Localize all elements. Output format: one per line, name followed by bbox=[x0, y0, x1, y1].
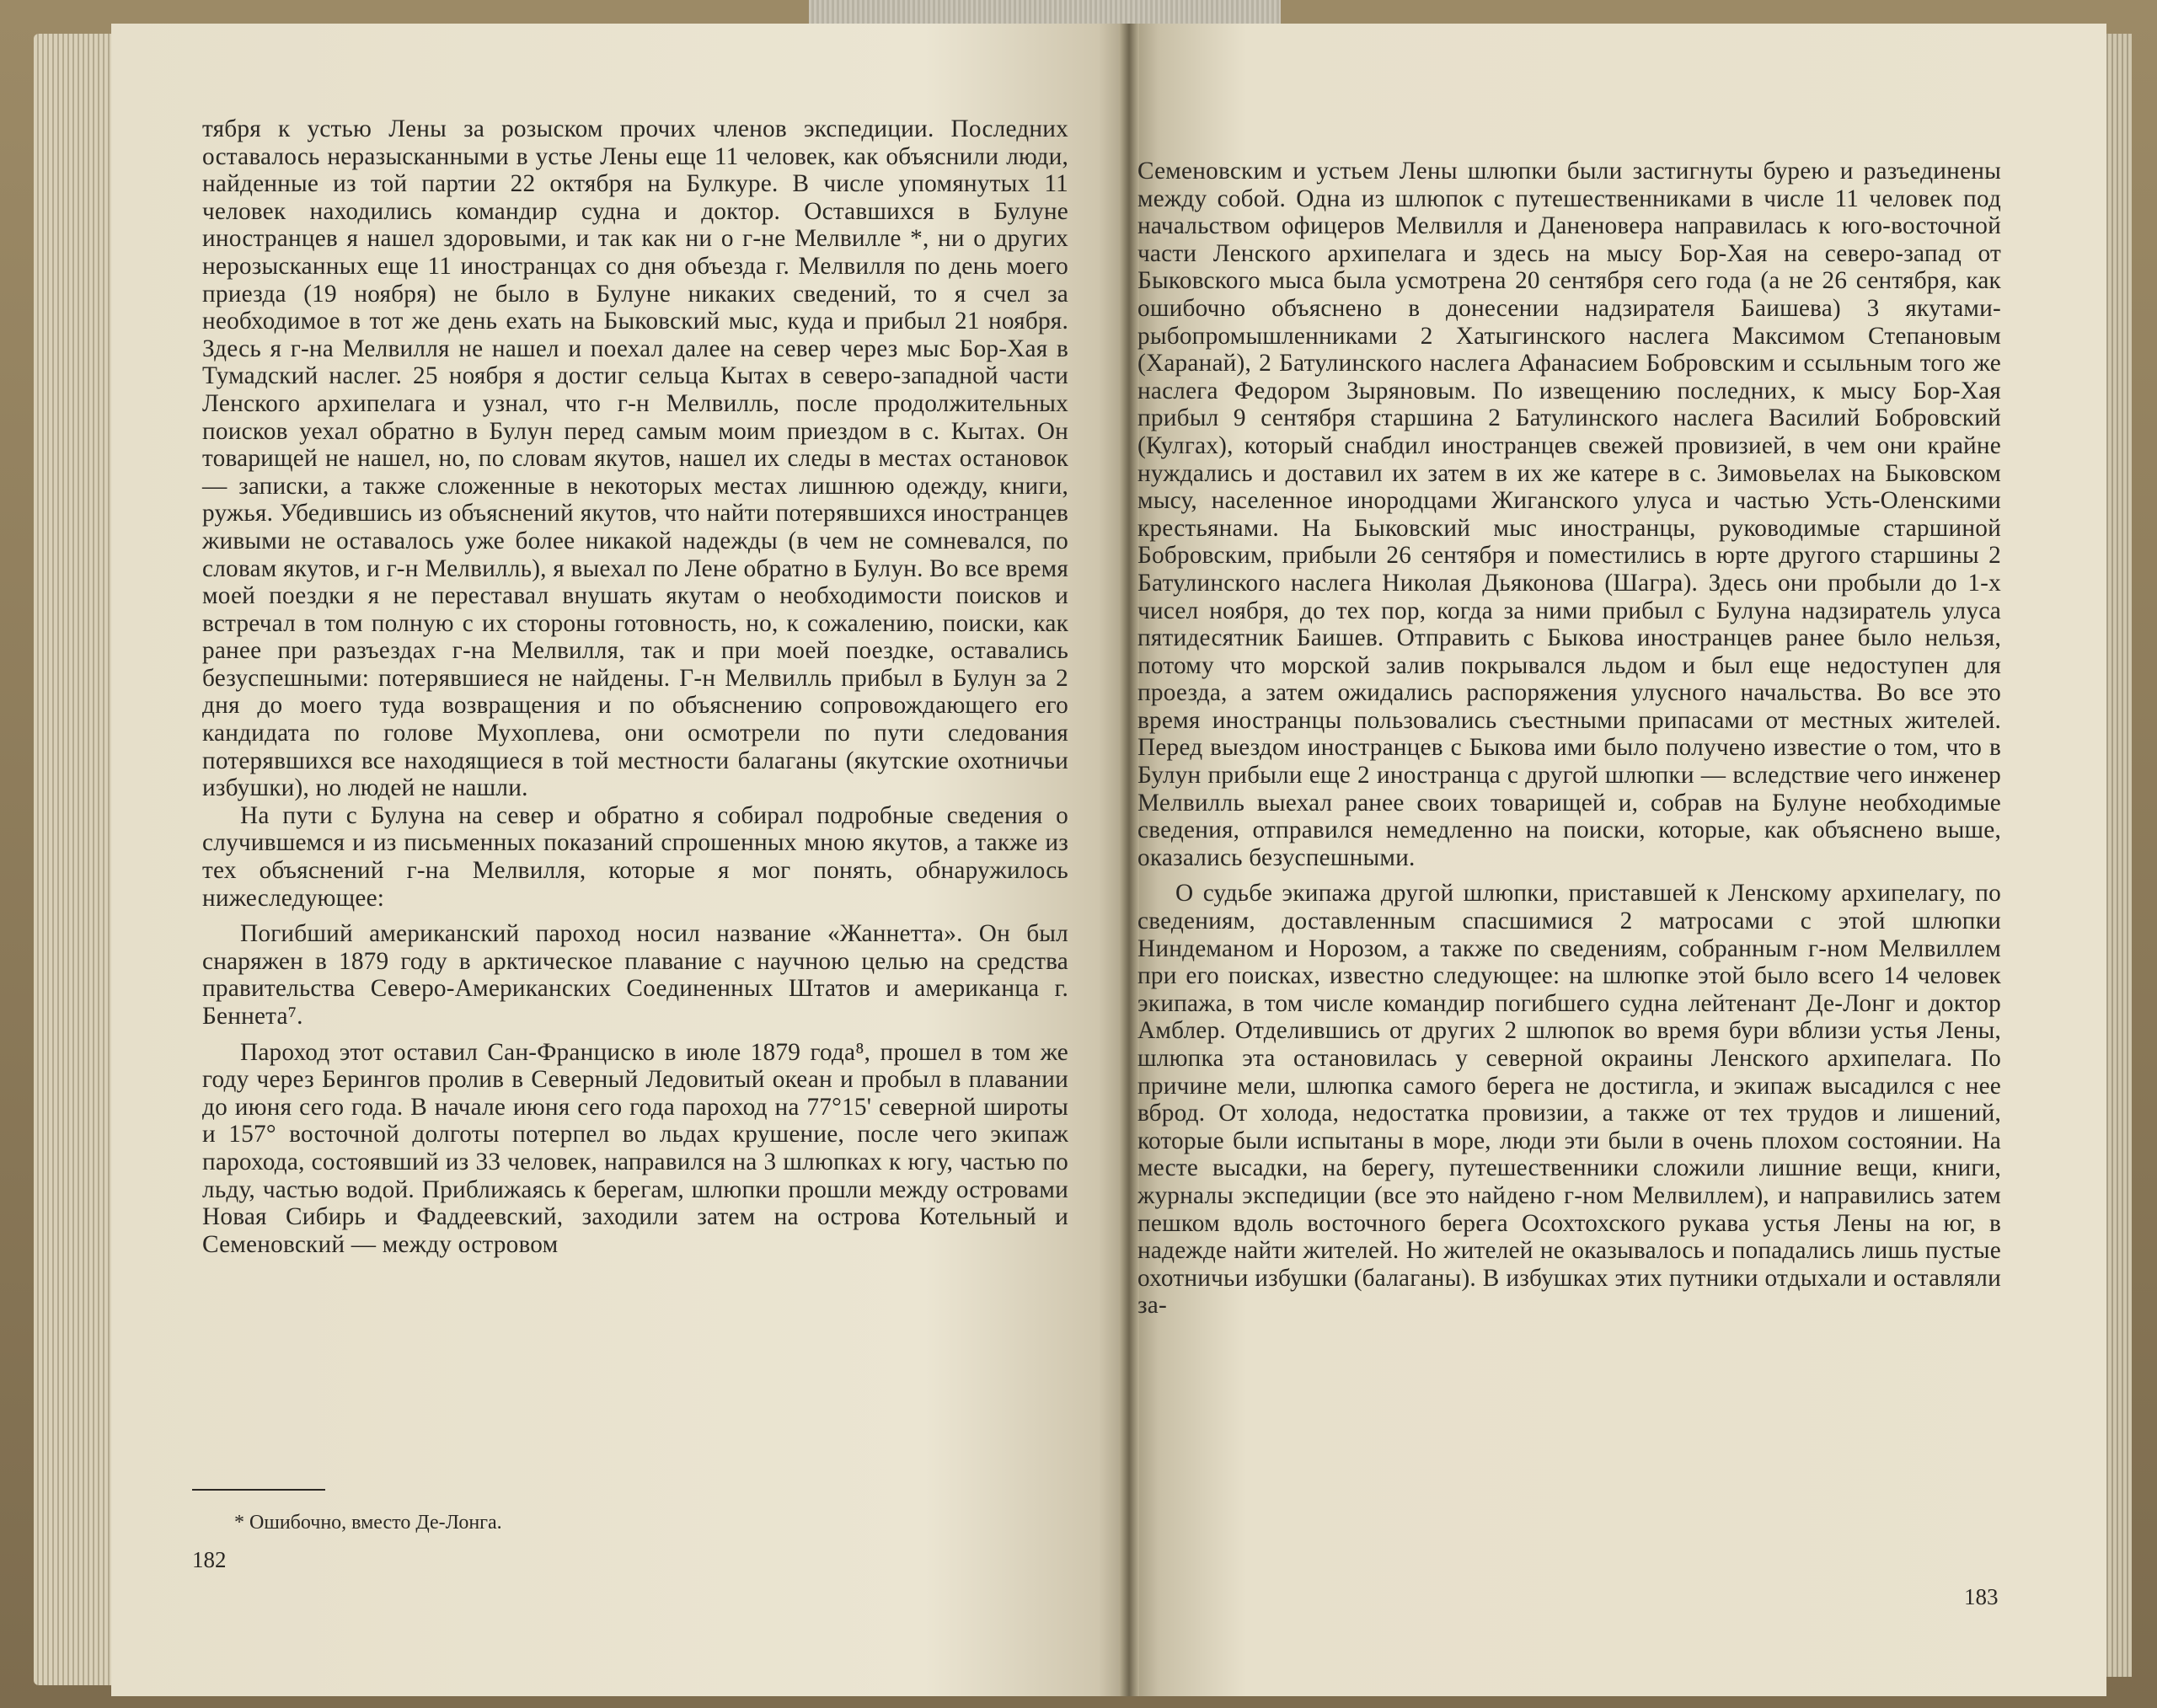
page-number-left: 182 bbox=[192, 1547, 227, 1572]
paragraph: тября к устью Лены за розыском прочих членов экспедиции. Последних оставалось неразысканными в устье Лены еще 11 человек, как объяснили люди, найденные из той партии 22 октября на Булкуре. В числе упомянутых 11 человек находились командир судна и доктор. Оставшихся в Булуне иностранцев я нашел здоровыми, и так как ни о г-не Мелвилле *, ни о других нерозысканных еще 11 иностранцах со дня объезда г. Мелвилля по день моего приезда (19 ноября) не было в Булуне никаких сведений, то я счел за необходимое в тот же день ехать на Быковский мыс, куда и прибыл 21 ноября. Здесь я г-на Мелвилля не нашел и поехал далее на север через мыс Бор-Хая в Тумадский наслег. 25 ноября я достиг сельца Кытах в северо-западной части Ленского архипелага и узнал, что г-н Мелвилль, после продолжительных поисков уехал обратно в Булун перед самым моим приездом в с. Кытах. Он товарищей не нашел, но, по словам якутов, нашел их следы в местах остановок — записки, а также сложенные в некоторых местах лишнюю одежду, книги, ружья. Убедившись из объяснений якутов, что найти потерявшихся иностранцев живыми не оставалось уже более никакой надежды (в чем не сомневался, по словам якутов, и г-н Мелвилль), я выехал по Лене обратно в Булун. Во все время моей поездки я не переставал внушать якутам о необходимости поисков и встречал в том полную с их стороны готовность, но, к сожалению, поиски, как ранее при разъездах г-на Мелвилля, так и при моей поездке, оставались безуспешными: потерявшиеся не найдены. Г-н Мелвилль прибыл в Булун за 2 дня до моего туда возвращения и по объяснению сопровождающего его кандидата по голове Мухоплева, они осмотрели по пути следования потерявшихся все находящиеся в той местности балаганы (якутские охотничьи избушки), но людей не нашли. bbox=[202, 115, 1068, 802]
footnote: * Ошибочно, вместо Де-Лонга. bbox=[234, 1512, 502, 1534]
page-number-right: 183 bbox=[1964, 1584, 1999, 1609]
paragraph: Погибший американский пароход носил название «Жаннетта». Он был снаряжен в 1879 году в арктическое плавание с научною целью на средства правительства Северо-Американских Соединенных Штатов и американца г. Беннета⁷. bbox=[202, 920, 1068, 1030]
paragraph: На пути с Булуна на север и обратно я собирал подробные сведения о случившемся и из письменных показаний спрошенных мною якутов, а также из тех объяснений г-на Мелвилля, которые я мог понять, обнаружилось нижеследующее: bbox=[202, 801, 1068, 912]
book-gutter bbox=[1119, 24, 1139, 1696]
left-page-text bbox=[202, 115, 1068, 1258]
page-edges-left bbox=[34, 34, 118, 1685]
paragraph: Семеновским и устьем Лены шлюпки были застигнуты бурею и разъединены между собой. Одна из шлюпок с путешественниками в числе 11 человек под начальством офицеров Мелвилля и Даненовера направилась к юго-восточной части Ленского архипелага и здесь на мысу Бор-Хая на северо-запад от Быковского мыса была усмотрена 20 сентября сего года (а не 26 сентября, как ошибочно объяснено в донесении надзирателя Баишева) 3 якутами-рыбопромышленниками 2 Хатыгинского наслега Максимом Степановым (Харанай), 2 Батулинского наслега Афанасием Бобровским и ссыльным того же наслега Федором Зыряновым. По извещению последних, к мысу Бор-Хая прибыл 9 сентября старшина 2 Батулинского наслега Василий Бобровский (Кулгах), который снабдил иностранцев свежей провизией, в чем они крайне нуждались и доставил их затем в их же катере в с. Зимовьелах на Быковском мысу, населенное инородцами Жиганского улуса и частью Усть-Оленскими крестьянами. На Быковский мыс иностранцы, руководимые старшиной Бобровским, прибыли 26 сентября и поместились в юрте другого старшины 2 Батулинского наслега Николая Дьяконова (Шагра). Здесь они пробыли до 1-х чисел ноября, до тех пор, когда за ними прибыл с Булуна надзиратель улуса пятидесятник Баишев. Отправить с Быкова иностранцев ранее было нельзя, потому что морской залив покрывался льдом и был еще недоступен для проезда, а затем ожидались распоряжения улусного начальства. Во все это время иностранцы пользовались съестными припасами от местных жителей. Перед выездом иностранцев с Быкова ими было получено известие о том, что в Булун прибыли еще 2 иностранца с другой шлюпки — вследствие чего инженер Мелвилль выехал ранее своих товарищей и, собрав на Булуне необходимые сведения, отправился немедленно на поиски, которые, как объяснено выше, оказались безуспешными. bbox=[1137, 158, 2001, 871]
right-page-text bbox=[1137, 158, 2001, 1320]
footnote-rule bbox=[192, 1489, 325, 1491]
paragraph: О судьбе экипажа другой шлюпки, приставшей к Ленскому архипелагу, по сведениям, доставленным спасшимися 2 матросами с этой шлюпки Ниндеманом и Норозом, а также по сведениям, собранным г-ном Мелвиллем при его поисках, известно следующее: на шлюпке этой было всего 14 человек экипажа, в том числе командир погибшего судна лейтенант Де-Лонг и доктор Амблер. Отделившись от других 2 шлюпок во время бури вблизи устья Лены, шлюпка эта остановилась у северной окраины Ленского архипелага. По причине мели, шлюпка самого берега не достигла, и экипаж высадился с нее вброд. От холода, недостатка провизии, а также от тех трудов и лишений, которые были испытаны в море, люди эти были в очень плохом состоянии. На месте высадки, на берегу, путешественники сложили лишние вещи, книги, журналы экспедиции (все это найдено г-ном Мелвиллем), и направились затем пешком вдоль восточного берега Осохтохского рукава устья Лены на юг, в надежде найти жителей. Но жителей не оказывалось и попадались лишь пустые охотничьи избушки (балаганы). В избушках этих путники отдыхали и оставляли за- bbox=[1137, 880, 2001, 1320]
paragraph: Пароход этот оставил Сан-Франциско в июле 1879 года⁸, прошел в том же году через Берингов пролив в Северный Ледовитый океан и пробыл в плавании до июня сего года. В начале июня сего года пароход на 77°15' северной широты и 157° восточной долготы потерпел во льдах крушение, после чего экипаж парохода, состоявший из 33 человек, направился на 3 шлюпках к югу, частью по льду, частью водой. Приближаясь к берегам, шлюпки прошли между островами Новая Сибирь и Фаддеевский, заходили затем на острова Котельный и Семеновский — между островом bbox=[202, 1038, 1068, 1258]
